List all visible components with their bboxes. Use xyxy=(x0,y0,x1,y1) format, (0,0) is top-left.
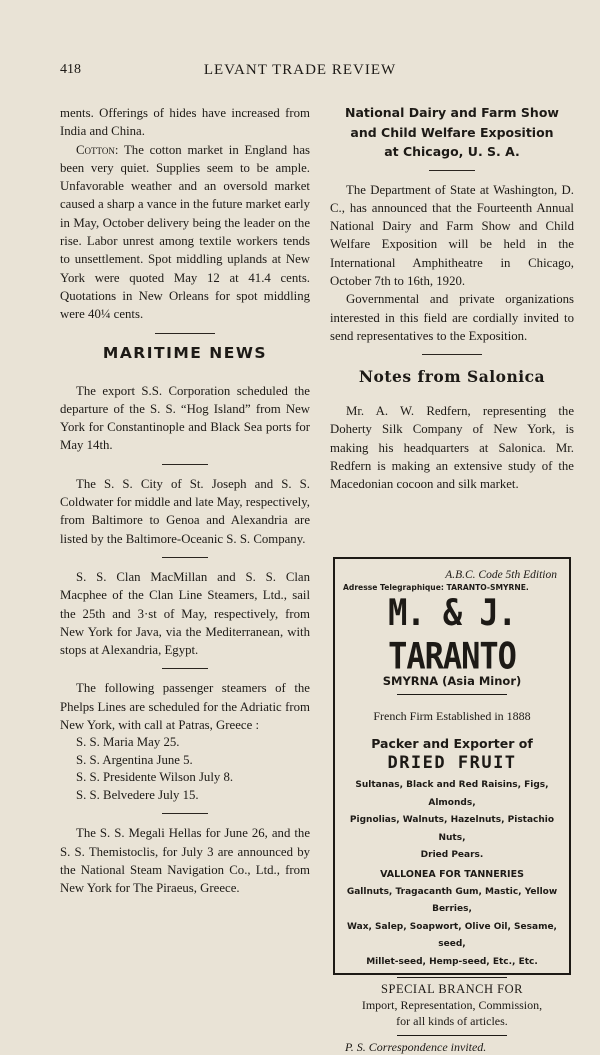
ad-packer: Packer and Exporter of xyxy=(371,736,533,751)
ad-tanneries-line: Wax, Salep, Soapwort, Olive Oil, Sesame, seed, xyxy=(347,921,557,949)
ad-tanneries-line: Millet-seed, Hemp-seed, Etc., Etc. xyxy=(366,956,538,967)
cotton-text: : The cotton market in England has been very quiet. Supplies seem to be ample. Unfavorable weather and an oversold market caused a sharp a vance in the future market early in May, October delivery being the leader on the rise. Labor unrest among textile workers tends to unsettlement. Spot middling uplands at New York were quoted May 12 at 41.4 cents. Quotations in New Orleans for spot middling were 40¼ cents. xyxy=(60,142,310,322)
ad-telegraph: Adresse Telegraphique: TARANTO-SMYRNE. xyxy=(343,583,529,592)
page-number: 418 xyxy=(60,62,81,77)
ship-list xyxy=(60,734,310,804)
left-column xyxy=(60,104,310,898)
ad-products-line: Pignolias, Walnuts, Hazelnuts, Pistachio Nuts, xyxy=(349,815,555,843)
dairy-heading-line-2: and Child Welfare Exposition xyxy=(350,124,554,140)
maritime-paragraph-2: The S. S. City of St. Joseph and S. S. Coldwater for middle and late May, respectively, from Baltimore to Genoa and Alexandria are listed by the Baltimore-Oceanic S. S. Company. xyxy=(60,476,310,546)
ad-established: French Firm Established in 1888 xyxy=(373,709,531,723)
salonica-title: Notes from Salonica xyxy=(358,367,546,387)
divider xyxy=(429,170,475,171)
maritime-paragraph-4: The following passenger steamers of the Phelps Lines are scheduled for the Adriatic from New York, with call at Patras, Greece : xyxy=(60,681,310,733)
ad-products-line: Sultanas, Black and Red Raisins, Figs, Almonds, xyxy=(355,780,549,808)
journal-title: LEVANT TRADE REVIEW xyxy=(203,62,397,78)
ad-vallonea: VALLONEA FOR TANNERIES xyxy=(380,868,524,880)
divider xyxy=(162,464,208,465)
ad-special-branch: SPECIAL BRANCH FOR xyxy=(381,982,523,996)
right-column xyxy=(330,104,574,494)
maritime-paragraph-1: The export S.S. Corporation scheduled the departure of the S. S. “Hog Island” from New York for Constantinople and Black Sea ports for May 14th. xyxy=(60,383,310,453)
intro-paragraph: ments. Offerings of hides have increased from India and China. xyxy=(60,106,310,139)
list-item: S. S. Argentina June 5. xyxy=(76,752,193,767)
dairy-heading-line-1: National Dairy and Farm Show xyxy=(345,105,559,120)
divider xyxy=(162,813,208,814)
dairy-heading-line-3: at Chicago, U. S. A. xyxy=(384,144,520,159)
ad-firm-name: M. & J. TARANTO xyxy=(388,590,516,678)
ad-import-line: Import, Representation, Commission, xyxy=(361,998,543,1012)
maritime-paragraph-3: S. S. Clan MacMillan and S. S. Clan Macphee of the Clan Line Steamers, Ltd., sail the 25th and 3·st of May, respectively, from New York for Java, via the Mediterranean, with stops at Alexandria, Egypt. xyxy=(60,569,310,658)
section-divider xyxy=(422,354,482,355)
maritime-news-title: MARITIME NEWS xyxy=(102,343,268,362)
list-item: S. S. Maria May 25. xyxy=(76,735,180,750)
ad-import-line: for all kinds of articles. xyxy=(396,1014,508,1028)
ad-divider xyxy=(397,1035,507,1036)
divider xyxy=(162,557,208,558)
ad-tanneries xyxy=(343,884,561,972)
ad-dried-fruit: DRIED FRUIT xyxy=(387,753,517,773)
ad-divider xyxy=(397,977,507,978)
ad-products-line: Dried Pears. xyxy=(420,850,484,860)
ad-city: SMYRNA (Asia Minor) xyxy=(382,674,522,688)
running-head xyxy=(0,62,600,82)
ad-ps: P. S. Correspondence invited. xyxy=(345,1040,487,1054)
dairy-paragraph-2: Governmental and private organizations interested in this field are cordially invited to send representatives to the Exposition. xyxy=(330,292,574,343)
dairy-paragraph-1: The Department of State at Washington, D. C., has announced that the Fourteenth Annual National Dairy and Farm Show and Child Welfare Exposition will be held in the International Amphitheatre in Chicago, October 7th to 16th, 1920. xyxy=(330,182,574,288)
cotton-paragraph xyxy=(60,141,310,324)
section-divider xyxy=(155,333,215,334)
salonica-paragraph: Mr. A. W. Redfern, representing the Doherty Silk Company of New York, is making his headquarters at Salonica. Mr. Redfern is making an extensive study of the Macedonian cocoon and silk market. xyxy=(330,404,574,492)
ad-divider xyxy=(397,694,507,695)
list-item: S. S. Presidente Wilson July 8. xyxy=(76,770,234,785)
maritime-paragraph-5: The S. S. Megali Hellas for June 26, and the S. S. Themistoclis, for July 3 are announced by the National Steam Navigation Co., Ltd., from New York for The Piraeus, Greece. xyxy=(60,826,310,896)
ad-code: A.B.C. Code 5th Edition xyxy=(445,569,557,581)
divider xyxy=(162,668,208,669)
list-item: S. S. Belvedere July 15. xyxy=(76,787,199,802)
cotton-label: Cotton xyxy=(76,142,115,157)
ad-products xyxy=(343,777,561,865)
taranto-advertisement xyxy=(333,557,571,1054)
ad-tanneries-line: Gallnuts, Tragacanth Gum, Mastic, Yellow Berries, xyxy=(346,886,558,914)
